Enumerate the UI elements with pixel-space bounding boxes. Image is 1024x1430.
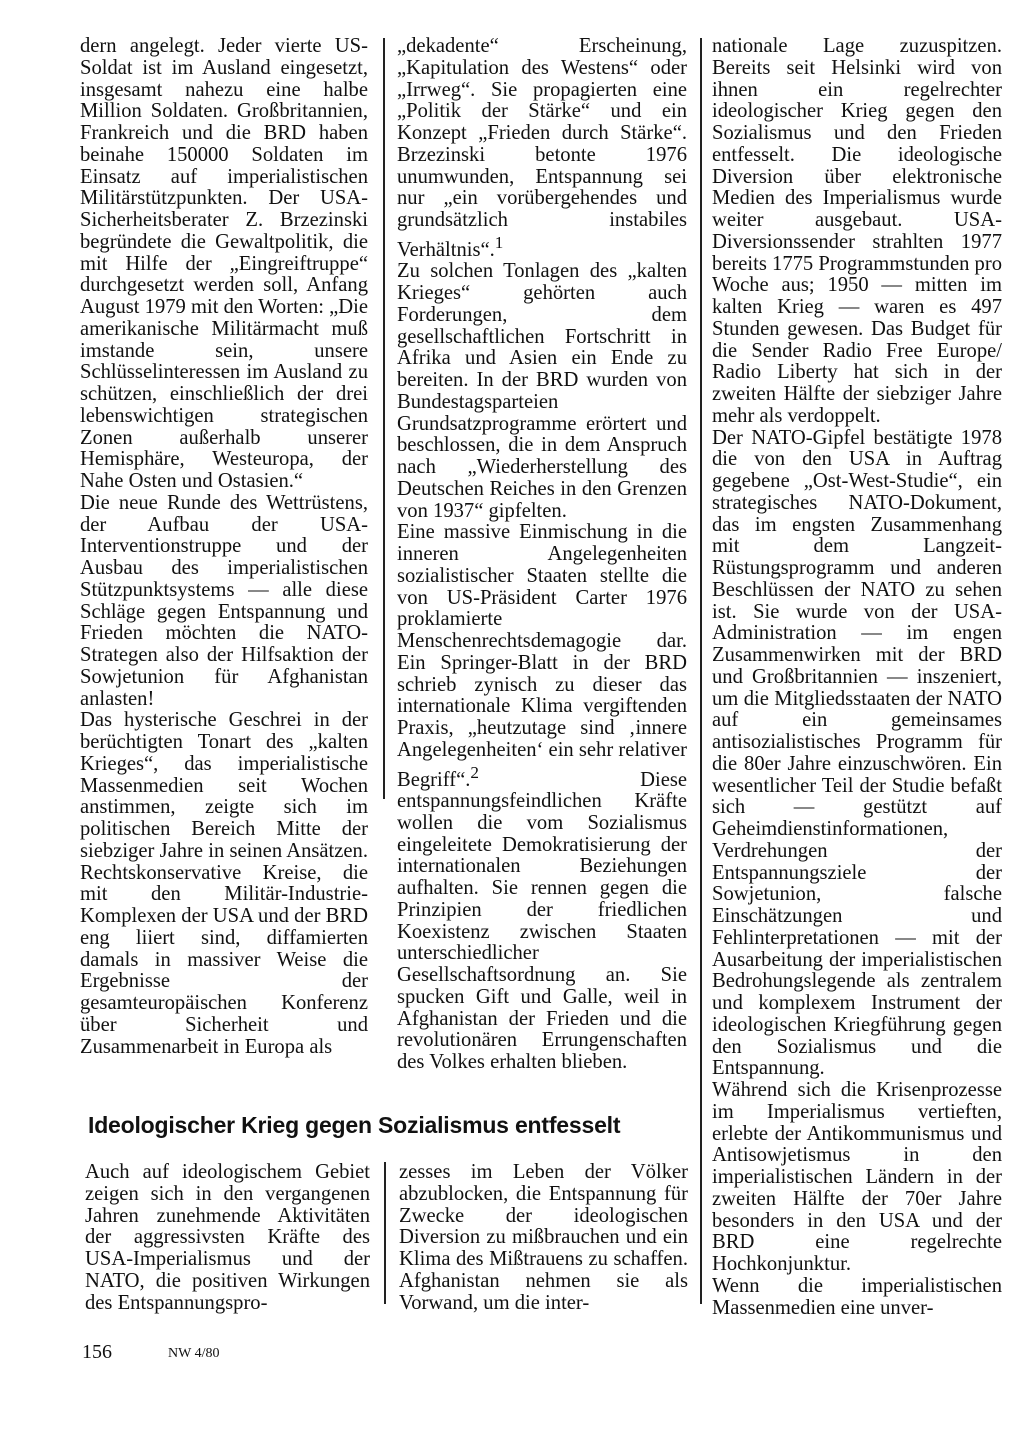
issue-label: NW 4/80 bbox=[168, 1346, 220, 1361]
article-column-middle-bottom bbox=[399, 1162, 688, 1314]
article-column-left-bottom bbox=[85, 1162, 370, 1314]
paragraph: Der NATO-Gipfel bestätigte 1978 die von den USA in Auftrag gegebene „Ost-West-Studie“, ein strategisches NATO-Dokument, das im engsten Zusammenhang mit dem Langzeit-Rüstungsprogramm und anderen Beschlüssen der NATO zu sehen ist. Sie wurde von der USA-Administration — im engen Zusammenwirken mit der BRD und Großbritannien — inszeniert, um die Mitgliedsstaaten der NATO auf ein gemeinsames antisozialistisches Programm für die 80er Jahre einzuschwören. Ein wesentlicher Teil der Studie befaßt sich — gestützt auf Geheimdienstinformationen, Verdrehungen der Entspannungsziele der Sowjetunion, falsche Einschätzungen und Fehlinterpretationen — mit der Ausarbeitung der imperialistischen Bedrohungslegende als zentralem und komplexem Instrument der ideologischen Kriegführung gegen den Sozialismus und die Entspannung. bbox=[712, 426, 1002, 1080]
section-heading: Ideologischer Krieg gegen Sozialismus entfesselt bbox=[88, 1112, 621, 1138]
column-divider bbox=[700, 38, 702, 1304]
paragraph: dern angelegt. Jeder vierte US-Soldat ist im Ausland eingesetzt, insgesamt nahezu eine halbe Million Soldaten. Großbritannien, Frankreich und die BRD haben beinahe 150000 Soldaten im Einsatz auf imperialistischen Militärstützpunkten. Der USA-Sicherheitsberater Z. Brzezinski begründete die Gewaltpolitik, die mit Hilfe der „Eingreiftruppe“ durchgesetzt werden soll, Anfang August 1979 mit den Worten: „Die amerikanische Militärmacht muß imstande sein, unsere Schlüsselinteressen im Ausland zu schützen, einschließlich der drei lebenswichtigen strategischen Zonen außerhalb unserer Hemisphäre, Westeuropa, der Nahe Osten und Ostasien.“ bbox=[80, 35, 368, 492]
paragraph: nationale Lage zuzuspitzen. Bereits seit Helsinki wird von ihnen ein regelrechter ideologischer Krieg gegen den Sozialismus und den Frieden entfesselt. Die ideologische Diversion über elektronische Medien des Imperialismus wurde weiter ausgebaut. USA-Diversionssender strahlten 1977 bereits 1775 Programmstunden pro Woche aus; 1950 — mitten im kalten Krieg — waren es 497 Stunden gewesen. Das Budget für die Sender Radio Free Europe/ Radio Liberty hat sich in der zweiten Hälfte der siebziger Jahre mehr als verdoppelt. bbox=[712, 35, 1002, 427]
paragraph: Das hysterische Geschrei in der berüchtigten Tonart des „kalten Krieges“, das imperialistische Massenmedien seit Wochen anstimmen, zeigte sich im politischen Bereich Mitte der siebziger Jahre in seinen Ansätzen. Rechtskonservative Kreise, die mit den Militär-Industrie-Komplexen der USA und der BRD eng liiert sind, diffamierten damals in massiver Weise die Ergebnisse der gesamteuropäischen Konferenz über Sicherheit und Zusammenarbeit in Europa als bbox=[80, 709, 368, 1058]
paragraph: Während sich die Krisenprozesse im Imperialismus vertieften, erlebte der Antikommunismus und Antisowjetismus in den imperialistischen Ländern in der zweiten Hälfte der 70er Jahre besonders in den USA und der BRD eine regelrechte Hochkonjunktur. bbox=[712, 1079, 1002, 1275]
paragraph: Zu solchen Tonlagen des „kalten Krieges“ gehörten auch Forderungen, dem gesellschaftlichen Fortschritt in Afrika und Asien ein Ende zu bereiten. In der BRD wurden von Bundestagsparteien Grundsatzprogramme erörtert und beschlossen, die in dem Anspruch nach „Wiederherstellung des Deutschen Reiches in den Grenzen von 1937“ gipfelten. bbox=[397, 260, 687, 522]
paragraph: Auch auf ideologischem Gebiet zeigen sich in den vergangenen Jahren zunehmende Aktivitäten der aggressivsten Kräfte des USA-Imperialismus und der NATO, die positiven Wirkungen des Entspannungspro- bbox=[85, 1161, 370, 1314]
column-divider bbox=[383, 38, 385, 799]
article-column-left-top bbox=[80, 36, 368, 1058]
column-divider bbox=[384, 1162, 386, 1304]
paragraph bbox=[397, 36, 687, 261]
paragraph-text: Diese entspannungsfeindlichen Kräfte wollen die vom Sozialismus eingeleitete Demokratisierung der internationalen Beziehungen aufhalten. Sie rennen gegen die Prinzipien der friedlichen Koexistenz zwischen Staaten unterschiedlicher Gesellschaftsordnung an. Sie spucken Gift und Galle, weil in Afghanistan der Frieden und die revolutionären Errungenschaften des Volkes erhalten blieben. bbox=[397, 768, 687, 1074]
paragraph: Wenn die imperialistischen Massenmedien eine unver- bbox=[712, 1274, 1002, 1319]
article-column-middle-top bbox=[397, 36, 687, 1074]
paragraph: Die neue Runde des Wettrüstens, der Aufbau der USA-Interventionstruppe und der Ausbau des imperialistischen Stützpunktsystems — alle diese Schläge gegen Entspannung und Frieden möchten die NATO-Strategen also der Hilfsaktion der Sowjetunion für Afghanistan anlasten! bbox=[80, 491, 368, 710]
paragraph: zesses im Leben der Völker abzublocken, die Entspannung für Zwecke der ideologischen Diversion zu mißbrauchen und ein Klima des Mißtrauens zu schaffen. Afghanistan nehmen sie als Vorwand, um die inter- bbox=[399, 1161, 688, 1314]
article-column-right bbox=[712, 36, 1002, 1319]
footnote-marker: 2 bbox=[470, 762, 479, 782]
paragraph-text: Eine massive Einmischung in die inneren Angelegenheiten sozialistischer Staaten stellte die von US-Präsident Carter 1976 proklamierte Menschenrechtsdemagogie dar. Ein Springer-Blatt in der BRD schrieb zynisch zu dieser das internationale Klima vergiftenden Praxis, „heutzutage sind ‚innere Angelegenheiten‘ ein sehr relativer Begriff“. bbox=[397, 521, 687, 791]
paragraph bbox=[397, 522, 687, 1074]
paragraph-text: „dekadente“ Erscheinung, „Kapitulation des Westens“ oder „Irrweg“. Sie propagierten eine „Politik der Stärke“ und ein Konzept „Frieden durch Stärke“. Brzezinski betonte 1976 unumwunden, Entspannung sei nur „ein vorübergehendes und grundsätzlich instabiles Verhältnis“. bbox=[397, 35, 687, 261]
page-number: 156 bbox=[82, 1341, 112, 1363]
footnote-marker: 1 bbox=[494, 232, 504, 252]
